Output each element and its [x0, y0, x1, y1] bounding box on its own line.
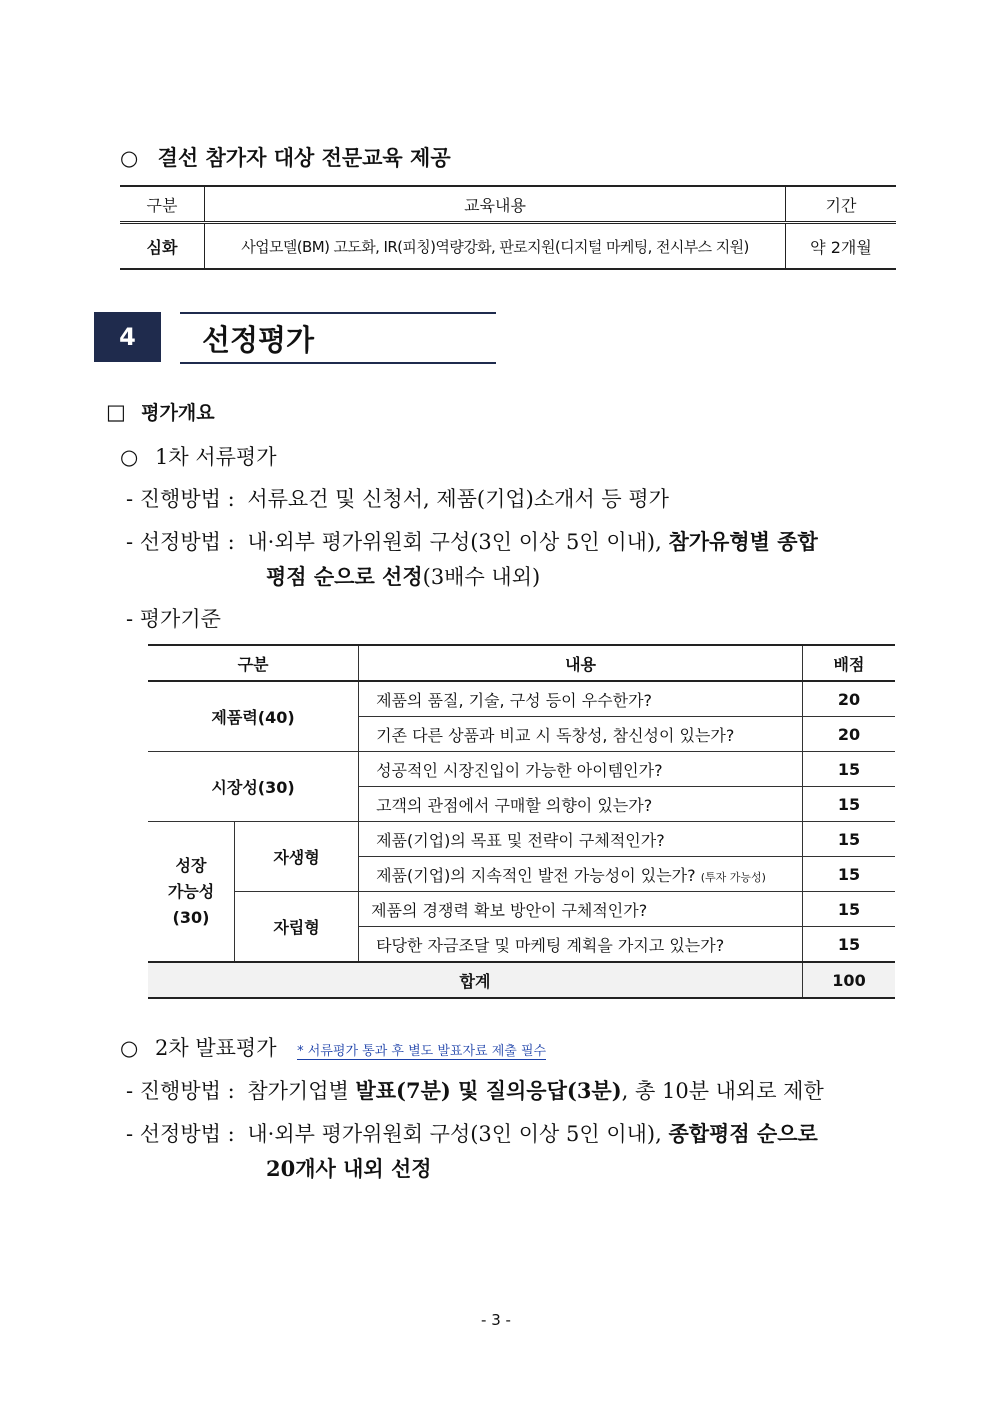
- criteria-question-note: (투자 가능성): [700, 870, 766, 884]
- growth-name-line3: (30): [172, 907, 210, 927]
- criteria-score: 15: [803, 892, 896, 927]
- first-select-label: - 선정방법 :: [126, 530, 235, 554]
- criteria-question: 기존 다른 상품과 비교 시 독창성, 참신성이 있는가?: [359, 717, 803, 752]
- criteria-col-content: 내용: [359, 645, 803, 681]
- subgroup-name: 자립형: [235, 892, 359, 963]
- criteria-question: 제품(기업)의 목표 및 전략이 구체적인가?: [359, 822, 803, 857]
- section-title: 선정평가: [202, 323, 315, 357]
- criteria-question: 성공적인 시장진입이 가능한 아이템인가?: [359, 752, 803, 787]
- edu-col-category: 구분: [120, 186, 205, 223]
- second-method: [126, 1075, 824, 1105]
- first-select-text: 내·외부 평가위원회 구성(3인 이상 5인 이내),: [247, 530, 662, 554]
- first-round-title: 1차 서류평가: [155, 445, 277, 469]
- table-row: [148, 752, 895, 787]
- edu-table: [120, 185, 896, 270]
- criteria-score: 15: [803, 822, 896, 857]
- group-name-growth: [148, 822, 235, 963]
- first-select-cont: [266, 561, 540, 591]
- table-row-total: [148, 962, 895, 998]
- edu-cell-period: 약 2개월: [786, 223, 897, 270]
- second-select-bold2: 20개사 내외 선정: [266, 1156, 432, 1181]
- edu-col-content: 교육내용: [205, 186, 786, 223]
- edu-col-period: 기간: [786, 186, 897, 223]
- edu-cell-category: 심화: [120, 223, 205, 270]
- criteria-question-cell: [359, 857, 803, 892]
- second-select: [126, 1118, 818, 1148]
- second-select-text: 내·외부 평가위원회 구성(3인 이상 5인 이내),: [247, 1122, 662, 1146]
- edu-cell-content: 사업모델(BM) 고도화, IR(피칭)역량강화, 판로지원(디지털 마케팅, 전시부스 지원): [205, 223, 786, 270]
- section-title-box: [180, 312, 496, 364]
- second-method-label: - 진행방법 :: [126, 1079, 235, 1103]
- second-select-bold1: 종합평점 순으로: [668, 1121, 818, 1146]
- criteria-table: [148, 644, 895, 999]
- group-name: 시장성(30): [148, 752, 359, 822]
- second-round-title: 2차 발표평가: [155, 1036, 277, 1060]
- total-label: 합계: [148, 962, 803, 998]
- criteria-question: 타당한 자금조달 및 마케팅 계획을 가지고 있는가?: [359, 927, 803, 963]
- first-method: [126, 483, 669, 513]
- second-method-post: , 총 10분 내외로 제한: [621, 1079, 824, 1103]
- table-row: [148, 892, 895, 927]
- first-select-bold1: 참가유형별 종합: [668, 529, 818, 554]
- subgroup-name: 자생형: [235, 822, 359, 892]
- criteria-score: 15: [803, 857, 896, 892]
- second-round-note: * 서류평가 통과 후 별도 발표자료 제출 필수: [297, 1044, 547, 1059]
- criteria-col-score: 배점: [803, 645, 896, 681]
- total-score: 100: [803, 962, 896, 998]
- bullet-circle: ○: [120, 445, 139, 469]
- first-round-heading: [120, 441, 276, 471]
- criteria-question: 제품의 경쟁력 확보 방안이 구체적인가?: [359, 892, 803, 927]
- first-select: [126, 526, 818, 556]
- group-name: 제품력(40): [148, 681, 359, 752]
- second-select-label: - 선정방법 :: [126, 1122, 235, 1146]
- second-method-bold: 발표(7분) 및 질의응답(3분): [355, 1078, 622, 1103]
- growth-name-line1: 성장: [175, 855, 207, 875]
- overview-title: 평가개요: [141, 402, 215, 424]
- criteria-score: 20: [803, 681, 896, 717]
- first-method-label: - 진행방법 :: [126, 487, 235, 511]
- criteria-score: 20: [803, 717, 896, 752]
- first-select-tail: (3배수 내외): [422, 565, 541, 589]
- overview-heading: [106, 398, 215, 425]
- growth-name-line2: 가능성: [167, 881, 215, 901]
- checkbox-icon: □: [106, 399, 126, 424]
- criteria-question: 제품의 품질, 기술, 구성 등이 우수한가?: [359, 681, 803, 717]
- criteria-score: 15: [803, 752, 896, 787]
- criteria-col-category: 구분: [148, 645, 359, 681]
- first-method-text: 서류요건 및 신청서, 제품(기업)소개서 등 평가: [247, 487, 669, 511]
- second-select-cont: [266, 1153, 432, 1183]
- table-row: [148, 681, 895, 717]
- second-method-pre: 참가기업별: [247, 1079, 349, 1103]
- page-number: - 3 -: [481, 1311, 511, 1329]
- criteria-question: 제품(기업)의 지속적인 발전 가능성이 있는가?: [376, 865, 696, 885]
- first-select-bold2: 평점 순으로 선정: [266, 564, 423, 589]
- bullet-circle: ○: [120, 145, 139, 170]
- second-round-heading: [120, 1032, 546, 1062]
- criteria-label: - 평가기준: [126, 607, 221, 631]
- edu-heading: [120, 142, 451, 172]
- criteria-question: 고객의 관점에서 구매할 의향이 있는가?: [359, 787, 803, 822]
- section-number: 4: [94, 312, 161, 362]
- bullet-circle: ○: [120, 1036, 139, 1060]
- criteria-score: 15: [803, 787, 896, 822]
- edu-title: 결선 참가자 대상 전문교육 제공: [157, 145, 451, 170]
- table-row: [148, 822, 895, 857]
- criteria-score: 15: [803, 927, 896, 963]
